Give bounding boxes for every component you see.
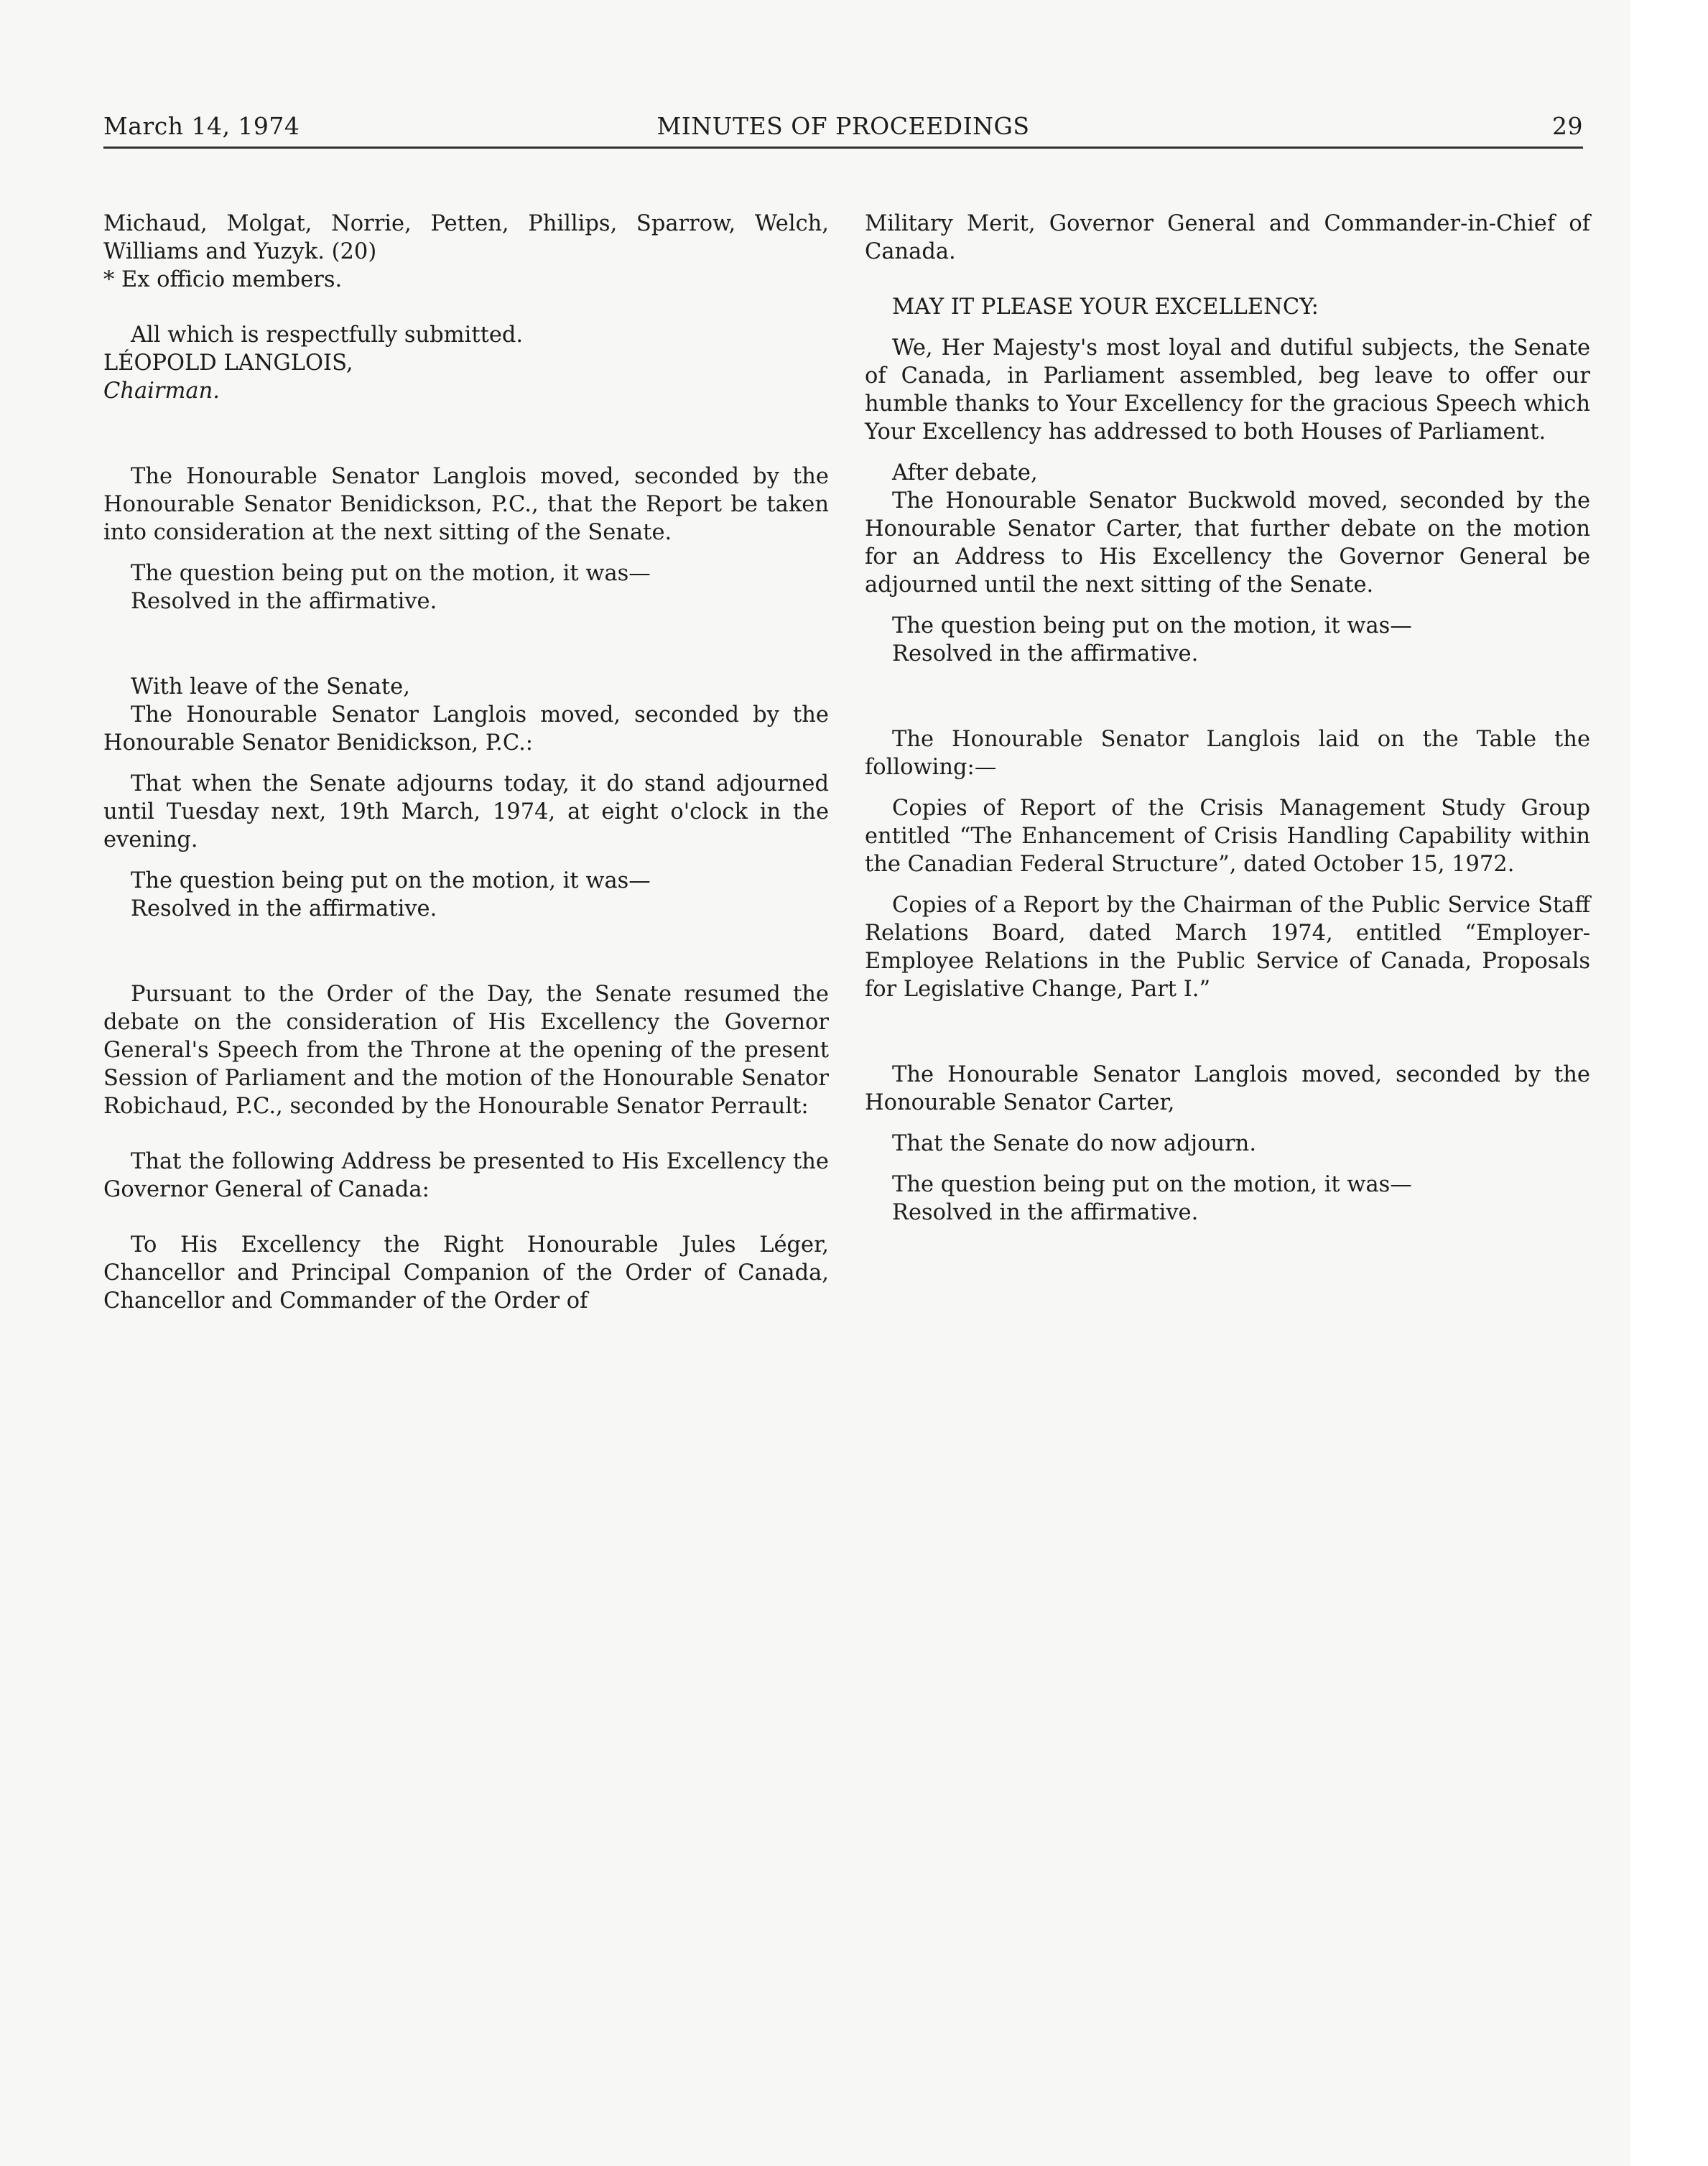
adjourn-motion: The Honourable Senator Langlois moved, seconded by the Honourable Senator Carter, xyxy=(865,1062,1590,1115)
question-line: The question being put on the motion, it was— xyxy=(892,1172,1412,1197)
debate-adjourn-motion: The Honourable Senator Buckwold moved, seconded by the Honourable Senator Carter, that further debate on the motion for an Address to His Excellency the Governor General be adjourned until the next sitting of the Senate. xyxy=(865,488,1590,598)
leave-line: With leave of the Senate, xyxy=(131,674,410,699)
tabled-documents-intro: The Honourable Senator Langlois laid on the Table the following:— xyxy=(865,727,1590,780)
left-column xyxy=(103,210,829,1315)
right-column xyxy=(865,210,1590,1227)
question-line: The question being put on the motion, it was— xyxy=(131,868,651,893)
question-line: The question being put on the motion, it was— xyxy=(131,561,651,586)
order-of-day-paragraph: Pursuant to the Order of the Day, the Senate resumed the debate on the consideration of His Excellency the Governor General's Speech from the Throne at the opening of the present Session of Parliament and the motion of the Honourable Senator Robichaud, P.C., seconded by the Honourable Senator Perrault: xyxy=(103,982,829,1119)
submission-line: All which is respectfully submitted. xyxy=(131,322,524,348)
salutation-continued: Military Merit, Governor General and Commander-in-Chief of Canada. xyxy=(865,211,1590,264)
signature-name: LÉOPOLD LANGLOIS, xyxy=(103,350,353,376)
page-edge xyxy=(1630,0,1708,2166)
motion-adjourn: The Honourable Senator Langlois moved, seconded by the Honourable Senator Benidickson, P.C.: xyxy=(103,702,829,756)
address-salutation: To His Excellency the Right Honourable Jules Léger, Chancellor and Principal Companion of the Order of Canada, Chancellor and Commander of the Order of xyxy=(103,1232,829,1314)
senator-list: Michaud, Molgat, Norrie, Petten, Phillips, Sparrow, Welch, Williams and Yuzyk. (20) xyxy=(103,211,829,264)
tabled-document: Copies of a Report by the Chairman of the Public Service Staff Relations Board, dated March 1974, entitled “Employer-Employee Relations in the Public Service of Canada, Proposals for Legislative Change, Part I.” xyxy=(865,893,1590,1002)
header-title: MINUTES OF PROCEEDINGS xyxy=(656,112,1030,140)
signature-title: Chairman. xyxy=(103,378,220,404)
address-paragraph: That the following Address be presented to His Excellency the Governor General of Canada: xyxy=(103,1149,829,1202)
resolved-line: Resolved in the affirmative. xyxy=(131,896,437,921)
resolved-line: Resolved in the affirmative. xyxy=(131,589,437,614)
after-debate-line: After debate, xyxy=(892,460,1038,485)
question-line: The question being put on the motion, it was— xyxy=(892,613,1412,638)
header-date: March 14, 1974 xyxy=(103,112,300,140)
adjourn-text: That the Senate do now adjourn. xyxy=(892,1131,1257,1156)
resolved-line: Resolved in the affirmative. xyxy=(892,1200,1199,1225)
motion-report: The Honourable Senator Langlois moved, seconded by the Honourable Senator Benidickson, P.C., that the Report be taken into consideration at the next sitting of the Senate. xyxy=(103,464,829,545)
running-header xyxy=(103,106,1583,149)
address-body: We, Her Majesty's most loyal and dutiful subjects, the Senate of Canada, in Parliament assembled, beg leave to offer our humble thanks to Your Excellency for the gracious Speech which Your Excellency has addressed to both Houses of Parliament. xyxy=(865,335,1590,445)
ex-officio-note: * Ex officio members. xyxy=(103,267,343,292)
resolved-line: Resolved in the affirmative. xyxy=(892,641,1199,666)
page-number: 29 xyxy=(1552,112,1583,140)
tabled-document: Copies of Report of the Crisis Management Study Group entitled “The Enhancement of Crisis Handling Capability within the Canadian Federal Structure”, dated October 15, 1972. xyxy=(865,796,1590,877)
adjourn-text: That when the Senate adjourns today, it do stand adjourned until Tuesday next, 19th March, 1974, at eight o'clock in the evening. xyxy=(103,771,829,852)
address-heading: MAY IT PLEASE YOUR EXCELLENCY: xyxy=(892,294,1319,320)
